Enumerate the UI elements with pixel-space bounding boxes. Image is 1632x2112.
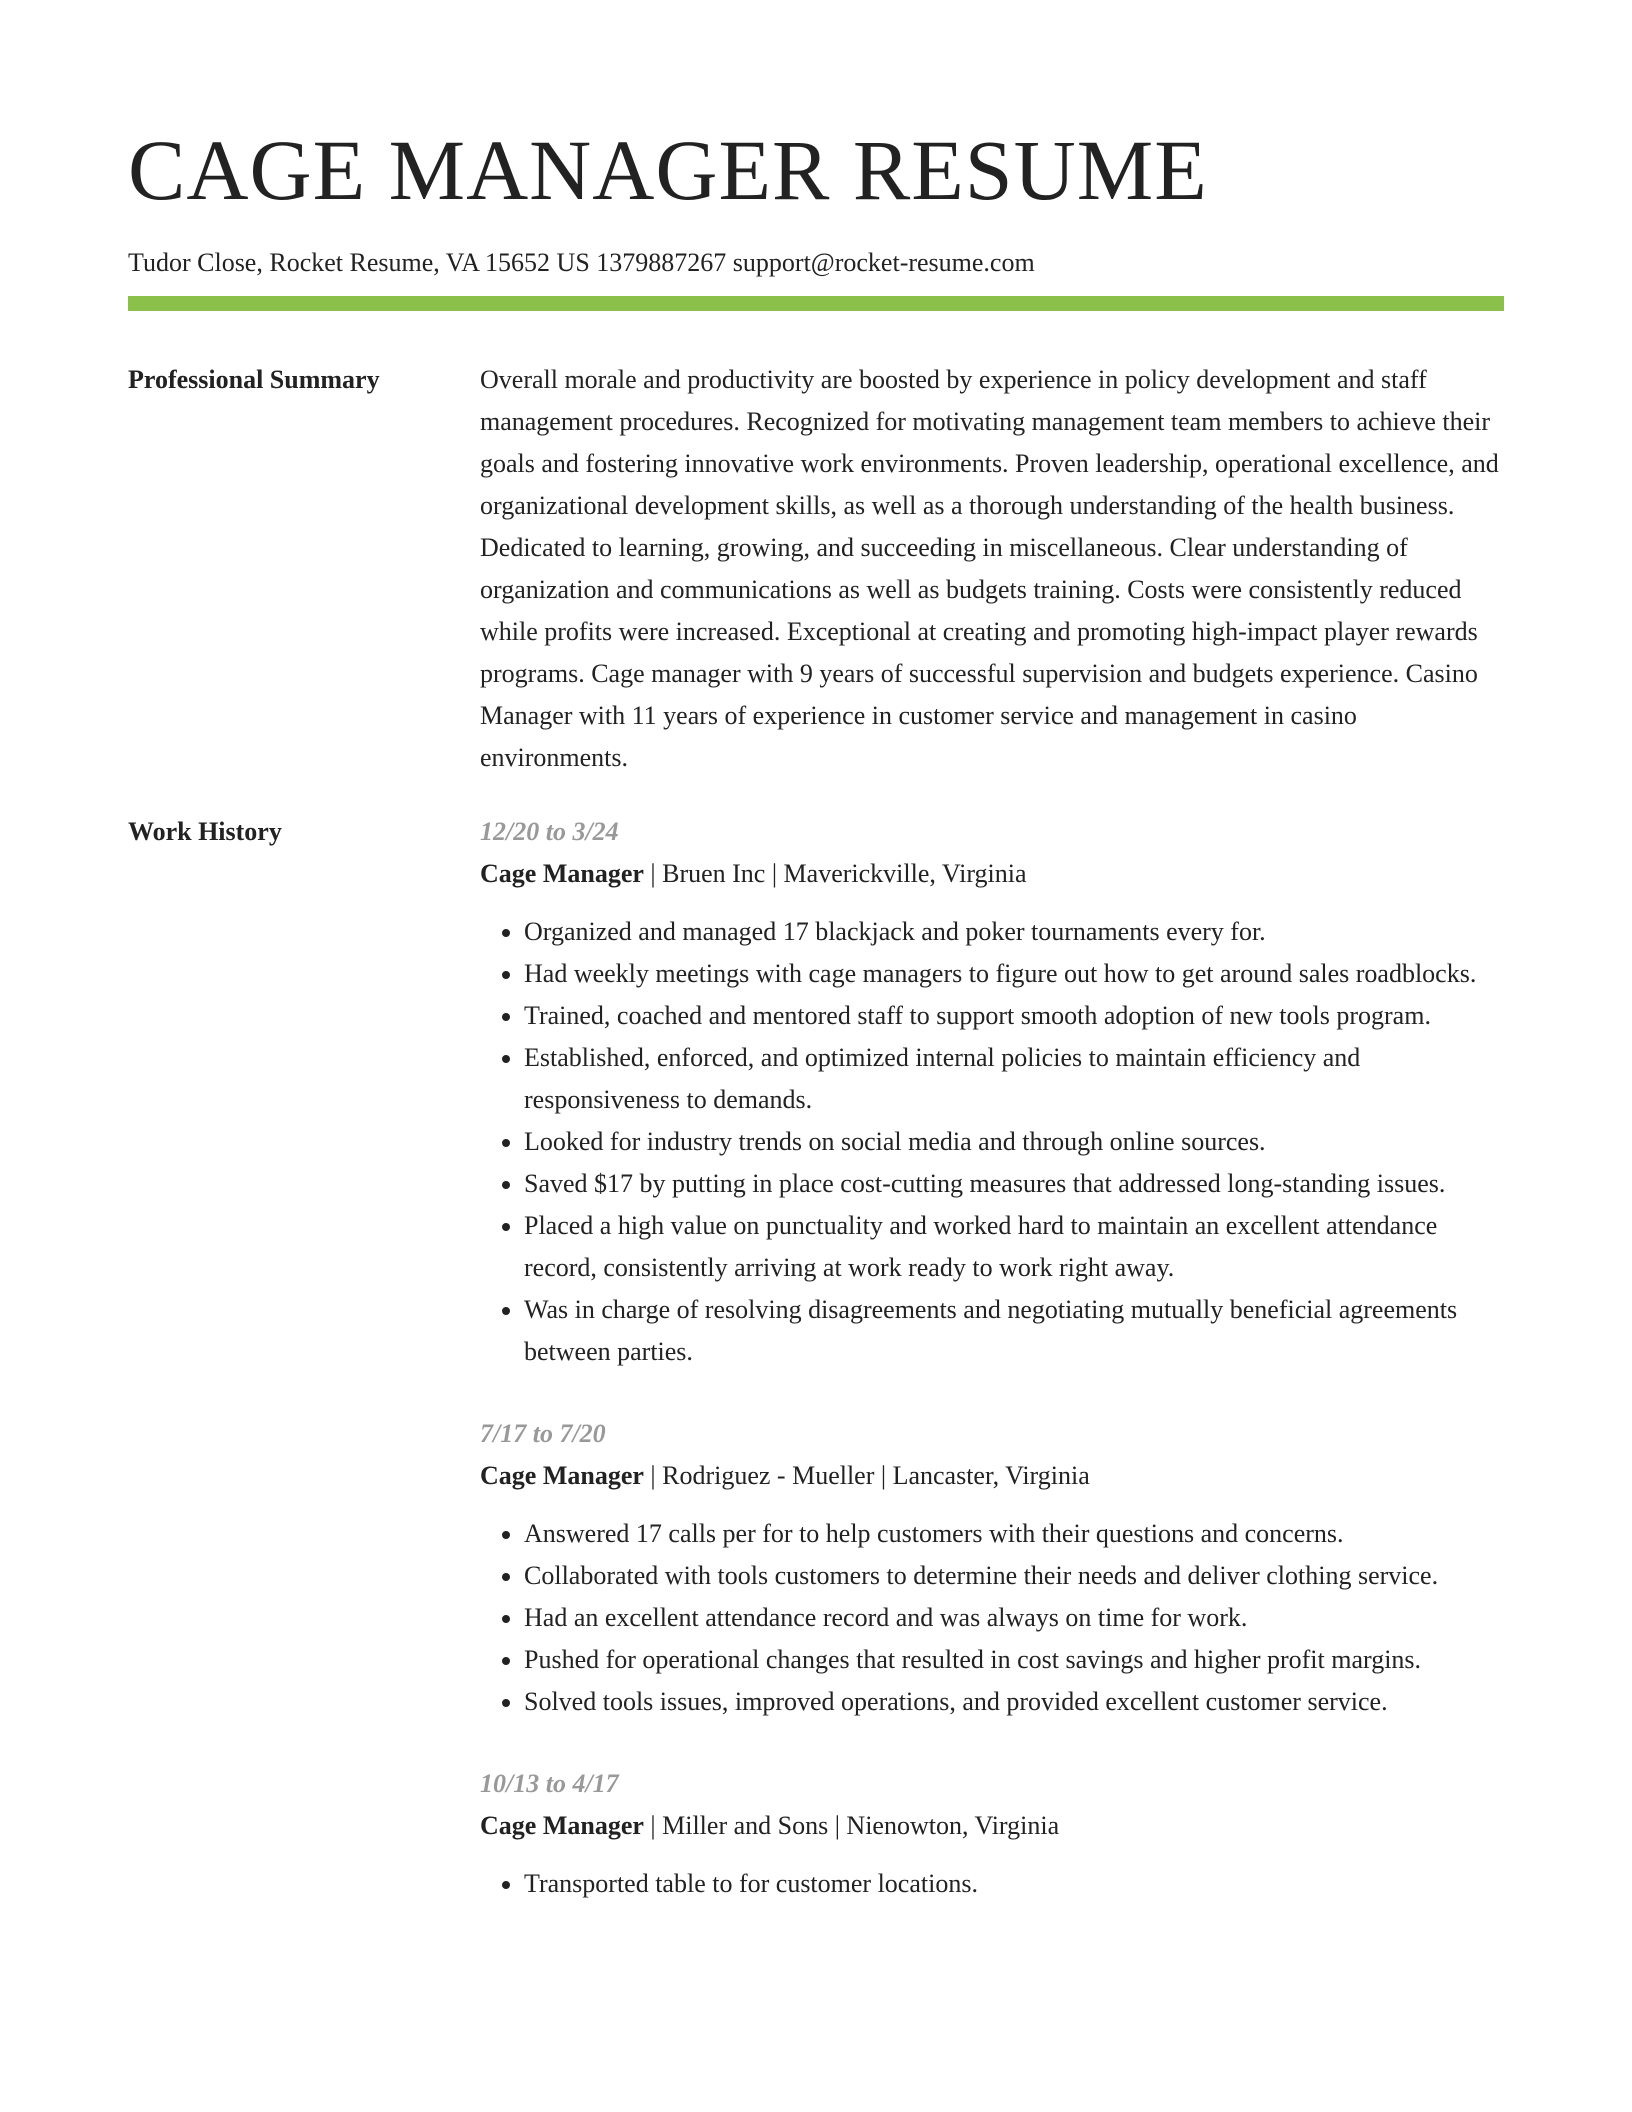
job-bullet-list <box>480 1513 1504 1723</box>
job-bullet: • Solved tools issues, improved operations, and provided excellent customer service. <box>524 1681 1504 1723</box>
job-heading <box>480 1805 1504 1847</box>
job-title: Cage Manager <box>480 859 644 888</box>
job-dates: 10/13 to 4/17 <box>480 1769 619 1798</box>
section-label-work: Work History <box>128 817 282 846</box>
job-bullet: • Had an excellent attendance record and was always on time for work. <box>524 1597 1504 1639</box>
job-entry <box>480 1413 1504 1723</box>
job-bullet-list <box>480 1863 1504 1905</box>
job-bullet: • Trained, coached and mentored staff to support smooth adoption of new tools program. <box>524 995 1504 1037</box>
resume-title: CAGE MANAGER RESUME <box>128 122 1208 218</box>
work-history-body <box>480 811 1504 1945</box>
summary-body <box>480 359 1504 779</box>
job-bullet-list <box>480 911 1504 1373</box>
job-bullet: • Organized and managed 17 blackjack and poker tournaments every for. <box>524 911 1504 953</box>
job-bullet: • Answered 17 calls per for to help customers with their questions and concerns. <box>524 1513 1504 1555</box>
resume-page <box>128 0 1504 1945</box>
job-details: | Rodriguez - Mueller | Lancaster, Virginia <box>643 1461 1090 1490</box>
job-bullet: • Collaborated with tools customers to determine their needs and deliver clothing service. <box>524 1555 1504 1597</box>
job-bullet: • Placed a high value on punctuality and worked hard to maintain an excellent attendance record, consistently arriving at work ready to work right away. <box>524 1205 1504 1289</box>
job-bullet: • Saved $17 by putting in place cost-cutting measures that addressed long-standing issues. <box>524 1163 1504 1205</box>
job-heading <box>480 853 1504 895</box>
job-bullet: • Transported table to for customer locations. <box>524 1863 1504 1905</box>
contact-line: Tudor Close, Rocket Resume, VA 15652 US 1379887267 support@rocket-resume.com <box>128 248 1035 277</box>
job-heading <box>480 1455 1504 1497</box>
accent-divider <box>128 296 1504 311</box>
work-history-section <box>128 811 1504 1945</box>
job-bullet: • Looked for industry trends on social media and through online sources. <box>524 1121 1504 1163</box>
job-title: Cage Manager <box>480 1811 644 1840</box>
professional-summary-section <box>128 359 1504 779</box>
job-bullet: • Was in charge of resolving disagreements and negotiating mutually beneficial agreements between parties. <box>524 1289 1504 1373</box>
section-label-summary: Professional Summary <box>128 365 380 394</box>
job-details: | Bruen Inc | Maverickville, Virginia <box>643 859 1027 888</box>
job-title: Cage Manager <box>480 1461 644 1490</box>
job-entry <box>480 811 1504 1373</box>
summary-text: Overall morale and productivity are boosted by experience in policy development and staff management procedures. Recognized for motivating management team members to achieve their goals and fostering innovative work environments. Proven leadership, operational excellence, and organizational development skills, as well as a thorough understanding of the health business. Dedicated to learning, growing, and succeeding in miscellaneous. Clear understanding of organization and communications as well as budgets training. Costs were consistently reduced while profits were increased. Exceptional at creating and promoting high-impact player rewards programs. Cage manager with 9 years of successful supervision and budgets experience. Casino Manager with 11 years of experience in customer service and management in casino environments. <box>480 365 1499 772</box>
job-dates: 12/20 to 3/24 <box>480 817 619 846</box>
job-bullet: • Established, enforced, and optimized internal policies to maintain efficiency and responsiveness to demands. <box>524 1037 1504 1121</box>
job-bullet: • Had weekly meetings with cage managers to figure out how to get around sales roadblocks. <box>524 953 1504 995</box>
job-dates: 7/17 to 7/20 <box>480 1419 606 1448</box>
job-entry <box>480 1763 1504 1905</box>
job-details: | Miller and Sons | Nienowton, Virginia <box>643 1811 1060 1840</box>
job-bullet: • Pushed for operational changes that resulted in cost savings and higher profit margins. <box>524 1639 1504 1681</box>
